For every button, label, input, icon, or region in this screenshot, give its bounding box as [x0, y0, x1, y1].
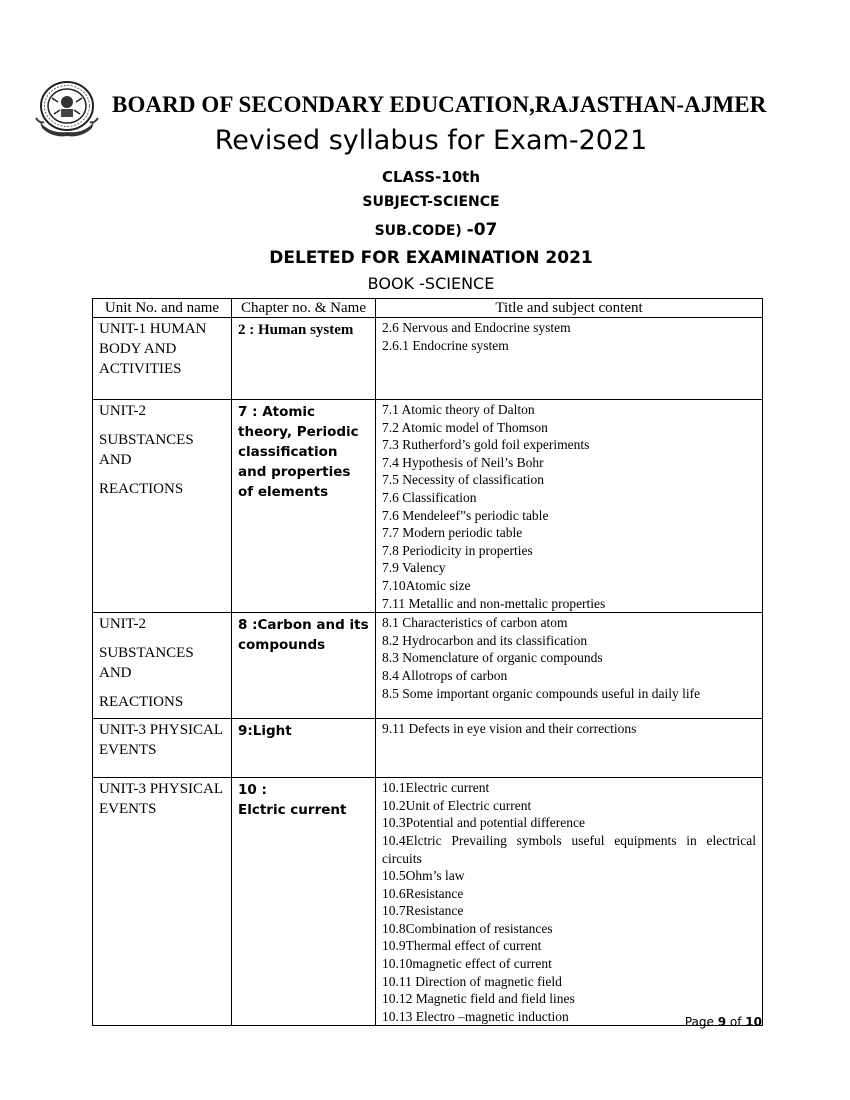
- board-title: BOARD OF SECONDARY EDUCATION,RAJASTHAN-AJMER: [112, 92, 767, 117]
- of-word: of: [726, 1015, 746, 1029]
- chapter-name: 9:Light: [238, 723, 292, 740]
- chapter-name: compounds: [238, 637, 326, 654]
- content-item: 10.10magnetic effect of current: [382, 956, 552, 972]
- content-item: 7.7 Modern periodic table: [382, 525, 523, 541]
- syllabus-table: [92, 298, 763, 1026]
- header-unit: Unit No. and name: [93, 299, 232, 318]
- class-label: CLASS-10th: [381, 168, 481, 186]
- content-item: 10.4Elctric Prevailing symbols useful equipments in electrical circuits: [382, 832, 756, 866]
- content-item: 8.3 Nomenclature of organic compounds: [382, 650, 603, 666]
- content-item: 8.1 Characteristics of carbon atom: [382, 615, 568, 631]
- content-cell: [376, 778, 763, 1026]
- content-item: 7.1 Atomic theory of Dalton: [382, 402, 535, 417]
- unit-cell: [93, 318, 232, 400]
- content-item: 10.9Thermal effect of current: [382, 938, 542, 954]
- content-item: 7.8 Periodicity in properties: [382, 542, 533, 558]
- page-total: 10: [745, 1015, 762, 1029]
- book-label: BOOK -SCIENCE: [367, 274, 495, 293]
- chapter-name: 10 :: [238, 782, 267, 799]
- content-item: 7.6 Mendeleef”s periodic table: [382, 507, 549, 523]
- unit-cell: [93, 778, 232, 1026]
- table-row: [93, 400, 763, 613]
- content-cell: [376, 719, 763, 778]
- chapter-name: 2 : Human system: [238, 322, 354, 338]
- content-item: 10.13 Electro –magnetic induction: [382, 1008, 569, 1024]
- content-item: 2.6 Nervous and Endocrine system: [382, 320, 571, 335]
- chapter-name: Elctric current: [238, 802, 347, 819]
- chapter-cell: [232, 400, 376, 613]
- subject-code: [0, 220, 850, 240]
- content-item: 8.4 Allotrops of carbon: [382, 667, 508, 683]
- unit-name: UNIT-3 PHYSICAL EVENTS: [99, 722, 223, 759]
- header-content: Title and subject content: [376, 299, 763, 318]
- table-row: [93, 778, 763, 1026]
- subject-code-value: -07: [466, 220, 498, 240]
- content-item: 8.5 Some important organic compounds useful in daily life: [382, 685, 701, 701]
- page-footer: [685, 1015, 762, 1029]
- content-item: 10.8Combination of resistances: [382, 920, 553, 936]
- chapter-cell: [232, 719, 376, 778]
- unit-name: UNIT-3 PHYSICAL EVENTS: [99, 781, 223, 818]
- unit-name: SUBSTANCES AND: [99, 645, 194, 682]
- content-item: 10.3Potential and potential difference: [382, 815, 585, 831]
- chapter-cell: [232, 613, 376, 719]
- unit-name: REACTIONS: [99, 481, 184, 497]
- chapter-name: 7 : Atomic theory, Periodic classification and properties of elements: [238, 404, 359, 500]
- page-word: Page: [684, 1015, 718, 1029]
- unit-name: REACTIONS: [99, 694, 184, 711]
- content-item: 7.6 Classification: [382, 489, 477, 505]
- unit-name: SUBSTANCES AND: [99, 432, 194, 468]
- unit-name: UNIT-2: [99, 403, 146, 419]
- content-item: 7.9 Valency: [382, 560, 446, 576]
- content-item: 10.12 Magnetic field and field lines: [382, 991, 575, 1007]
- content-item: 7.5 Necessity of classification: [382, 472, 544, 488]
- content-item: 7.4 Hypothesis of Neil’s Bohr: [382, 454, 544, 470]
- chapter-name: 8 :Carbon and its: [238, 617, 369, 634]
- content-item: 10.11 Direction of magnetic field: [382, 973, 562, 989]
- content-item: 10.7Resistance: [382, 903, 464, 919]
- content-item: 10.2Unit of Electric current: [382, 797, 532, 813]
- chapter-cell: [232, 318, 376, 400]
- document-title: Revised syllabus for Exam-2021: [214, 125, 648, 156]
- table-row: [93, 613, 763, 719]
- table-header-row: [93, 299, 763, 318]
- content-item: 7.11 Metallic and non-mettalic properties: [382, 595, 606, 611]
- table-row: [93, 719, 763, 778]
- unit-cell: [93, 613, 232, 719]
- unit-name: UNIT-2: [99, 616, 146, 633]
- page-number: 9: [717, 1015, 727, 1029]
- content-item: 2.6.1 Endocrine system: [382, 337, 509, 353]
- content-item: 7.2 Atomic model of Thomson: [382, 419, 548, 435]
- content-cell: [376, 613, 763, 719]
- unit-name: UNIT-1 HUMAN BODY AND ACTIVITIES: [99, 321, 207, 377]
- content-cell: [376, 400, 763, 613]
- table-row: [93, 318, 763, 400]
- chapter-cell: [232, 778, 376, 1026]
- content-item: 10.5Ohm’s law: [382, 868, 465, 884]
- content-item: 10.6Resistance: [382, 885, 464, 901]
- content-item: 8.2 Hydrocarbon and its classification: [382, 632, 588, 648]
- header-chapter: Chapter no. & Name: [232, 299, 376, 318]
- subject-label: SUBJECT-SCIENCE: [362, 194, 500, 210]
- content-item: 10.1Electric current: [382, 780, 490, 796]
- deleted-heading: DELETED FOR EXAMINATION 2021: [269, 248, 593, 268]
- unit-cell: [93, 719, 232, 778]
- content-item: 7.10Atomic size: [382, 577, 471, 593]
- content-item: 7.3 Rutherford’s gold foil experiments: [382, 437, 590, 453]
- unit-cell: [93, 400, 232, 613]
- content-item: 9.11 Defects in eye vision and their corrections: [382, 721, 637, 737]
- subject-code-prefix: SUB.CODE): [374, 223, 467, 239]
- content-cell: [376, 318, 763, 400]
